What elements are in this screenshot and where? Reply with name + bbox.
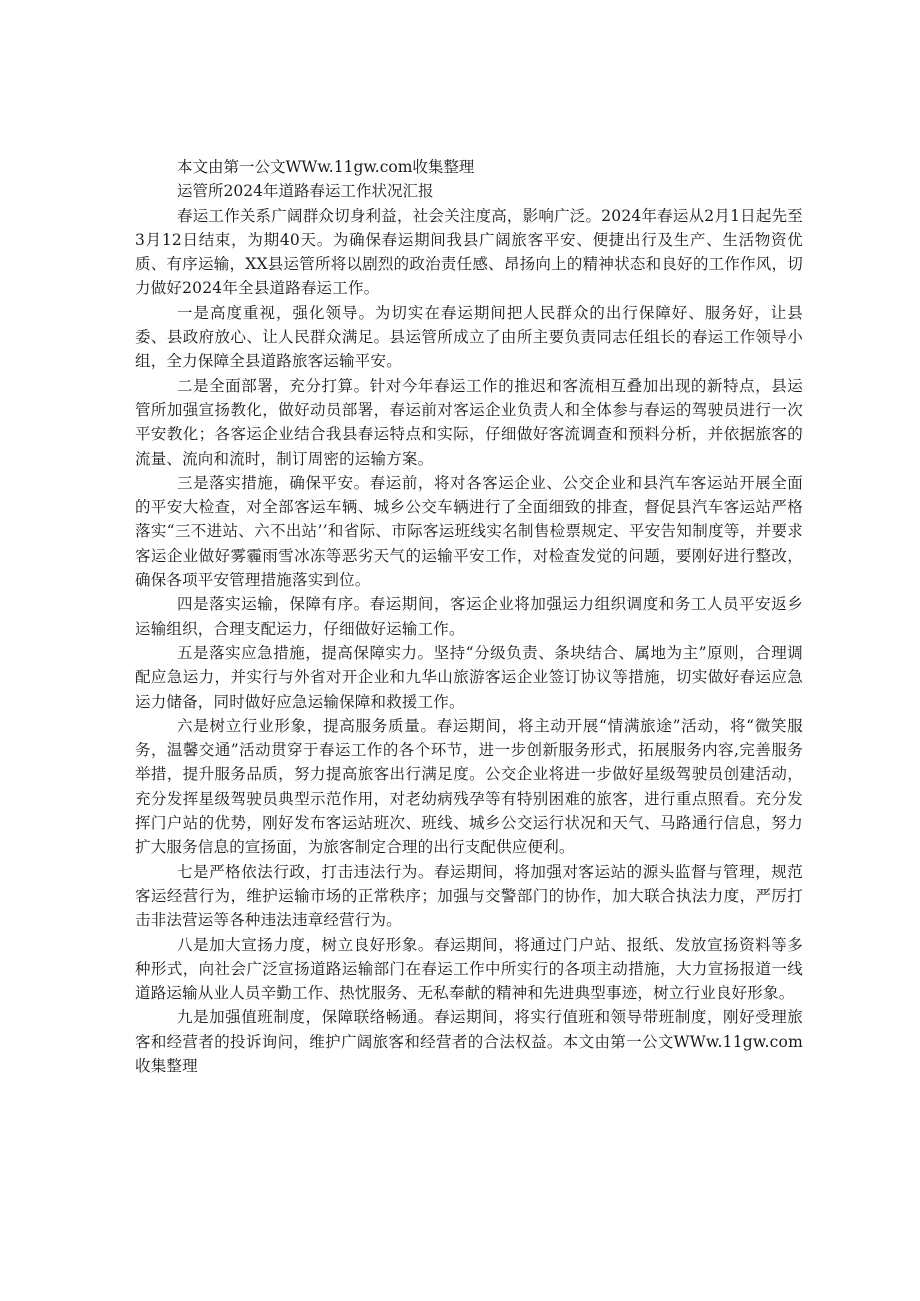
document-page (135, 155, 803, 1078)
paragraph-6: 六是树立行业形象，提高服务质量。春运期间，将主动开展“情满旅途”活动，将“微笑服务，温馨交通”活动贯穿于春运工作的各个环节，进一步创新服务形式，拓展服务内容,完善服务举措，提升服务品质，努力提高旅客出行满足度。公交企业将进一步做好星级驾驶员创建活动，充分发挥星级驾驶员典型示范作用，对老幼病残孕等有特别困难的旅客，进行重点照看。充分发挥门户站的优势，刚好发布客运站班次、班线、城乡公交运行状况和天气、马路通行信息，努力扩大服务信息的宣扬面，为旅客制定合理的出行支配供应便利。 (135, 716, 803, 857)
paragraph-9: 九是加强值班制度，保障联络畅通。春运期间，将实行值班和领导带班制度，刚好受理旅客和经营者的投诉询问，维护广阔旅客和经营者的合法权益。本文由第一公文WWw.11gw.com收集整理 (135, 1008, 803, 1075)
paragraph-3: 三是落实措施，确保平安。春运前，将对各客运企业、公交企业和县汽车客运站开展全面的平安大检查，对全部客运车辆、城乡公交车辆进行了全面细致的排查，督促县汽车客运站严格落实“三不进站、六不出站’’和省际、市际客运班线实名制售检票规定、平安告知制度等，并要求客运企业做好雾霾雨雪冰冻等恶劣天气的运输平安工作，对检查发觉的问题，要刚好进行整改，确保各项平安管理措施落实到位。 (135, 473, 803, 590)
document-title: 运管所2024年道路春运工作状况汇报 (177, 182, 434, 201)
paragraph-8: 八是加大宣扬力度，树立良好形象。春运期间，将通过门户站、报纸、发放宣扬资料等多种形式，向社会广泛宣扬道路运输部门在春运工作中所实行的各项主动措施，大力宣扬报道一线道路运输从业人员辛勤工作、热忱服务、无私奉献的精神和先进典型事迹，树立行业良好形象。 (135, 935, 803, 1003)
paragraph-1: 一是高度重视，强化领导。为切实在春运期间把人民群众的出行保障好、服务好，让县委、县政府放心、让人民群众满足。县运管所成立了由所主要负责同志任组长的春运工作领导小组，全力保障全县道路旅客运输平安。 (135, 303, 803, 371)
paragraph-2: 二是全面部署，充分打算。针对今年春运工作的推迟和客流相互叠加出现的新特点，县运管所加强宣扬教化，做好动员部署，春运前对客运企业负责人和全体参与春运的驾驶员进行一次平安教化；各客运企业结合我县春运特点和实际，仔细做好客流调查和预料分析，并依据旅客的流量、流向和流时，制订周密的运输方案。 (135, 376, 803, 468)
paragraph-4: 四是落实运输，保障有序。春运期间，客运企业将加强运力组织调度和务工人员平安返乡运输组织，合理支配运力，仔细做好运输工作。 (135, 595, 803, 638)
paragraph-5: 五是落实应急措施，提高保障实力。坚持“分级负责、条块结合、属地为主”原则，合理调配应急运力，并实行与外省对开企业和九华山旅游客运企业签订协议等措施，切实做好春运应急运力储备，同时做好应急运输保障和救援工作。 (135, 643, 803, 711)
paragraph-7: 七是严格依法行政，打击违法行为。春运期间，将加强对客运站的源头监督与管理，规范客运经营行为，维护运输市场的正常秩序；加强与交警部门的协作，加大联合执法力度，严厉打击非法营运等各种违法违章经营行为。 (135, 862, 803, 930)
source-note: 本文由第一公文WWw.11gw.com收集整理 (177, 158, 475, 176)
paragraph-intro: 春运工作关系广阔群众切身利益，社会关注度高，影响广泛。2024年春运从2月1日起先至3月12日结束，为期40天。为确保春运期间我县广阔旅客平安、便捷出行及生产、生活物资优质、有序运输，XX县运管所将以剧烈的政治责任感、昂扬向上的精神状态和良好的工作作风，切力做好2024年全县道路春运工作。 (135, 206, 803, 298)
